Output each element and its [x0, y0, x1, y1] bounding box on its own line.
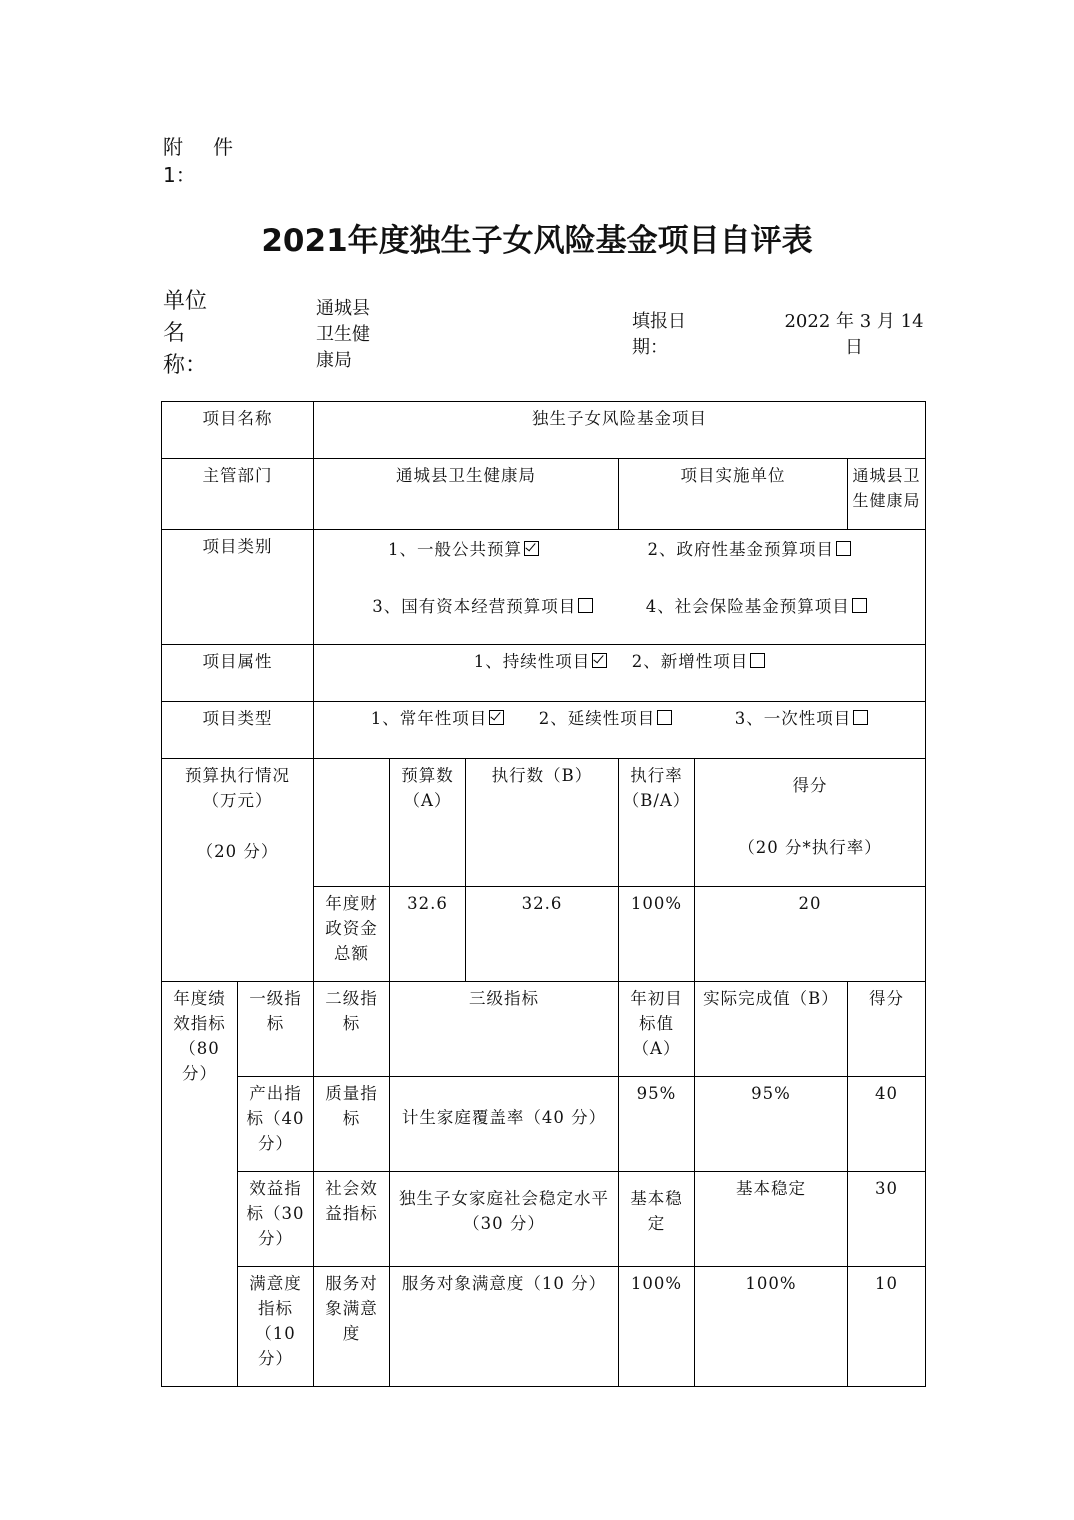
project-name-value: 独生子女风险基金项目: [314, 402, 926, 459]
perf-row-l1: 产出指标（40 分）: [238, 1077, 314, 1172]
category-opt1: 1、一般公共预算: [388, 540, 523, 559]
perf-header-l3: 三级指标: [390, 982, 619, 1077]
perf-row-l3: 计生家庭覆盖率（40 分）: [390, 1077, 619, 1172]
attachment-line1: 附件: [163, 135, 263, 159]
attribute-options: [314, 645, 926, 702]
budget-col-score-1: 得分: [792, 776, 828, 795]
unit-value-3: 康局: [316, 350, 352, 371]
perf-row-target: 100%: [619, 1267, 695, 1387]
attribute-opt2: 2、新增性项目: [631, 652, 749, 671]
checkbox-empty-icon[interactable]: [852, 598, 867, 613]
budget-empty-header: [314, 759, 390, 887]
checkbox-empty-icon[interactable]: [836, 541, 851, 556]
perf-row-l2: 质量指标: [314, 1077, 390, 1172]
budget-row-rate: 100%: [619, 887, 695, 982]
perf-row-l1: 效益指标（30 分）: [238, 1172, 314, 1267]
perf-row-score: 40: [848, 1077, 926, 1172]
checkbox-checked-icon[interactable]: [489, 710, 504, 725]
impl-unit-value: 通城县卫生健康局: [848, 459, 926, 530]
evaluation-table: [161, 401, 926, 1387]
attribute-label: 项目属性: [162, 645, 314, 702]
budget-col-score: [695, 759, 926, 887]
checkbox-checked-icon[interactable]: [592, 653, 607, 668]
date-value-1: 2022 年 3 月 14: [784, 311, 924, 332]
unit-value-1: 通城县: [316, 298, 370, 319]
category-options: [314, 530, 926, 645]
perf-header-score: 得分: [848, 982, 926, 1077]
perf-row-score: 10: [848, 1267, 926, 1387]
budget-col-rate-1: 执行率: [630, 766, 683, 785]
perf-header-l2: 二级指标: [314, 982, 390, 1077]
ptype-opt3: 3、一次性项目: [734, 709, 852, 728]
attachment-label: [163, 133, 263, 189]
budget-col-score-2: （20 分*执行率）: [738, 838, 882, 857]
perf-header-actual: 实际完成值（B）: [695, 982, 848, 1077]
perf-header-target: 年初目标值（A）: [619, 982, 695, 1077]
perf-row-actual: 基本稳定: [695, 1172, 848, 1267]
budget-col-budget-1: 预算数: [401, 766, 454, 785]
attachment-line2: 1：: [163, 163, 196, 187]
unit-label-1: 单位: [163, 289, 208, 314]
ptype-label: 项目类型: [162, 702, 314, 759]
budget-col-exec: 执行数（B）: [466, 759, 619, 887]
unit-label-2: 名: [163, 321, 186, 346]
category-label: 项目类别: [162, 530, 314, 645]
checkbox-empty-icon[interactable]: [578, 598, 593, 613]
attribute-opt1: 1、持续性项目: [473, 652, 591, 671]
ptype-opt2: 2、延续性项目: [538, 709, 656, 728]
category-opt4: 4、社会保险基金预算项目: [645, 597, 850, 616]
date-value: [784, 309, 924, 361]
budget-row-exec: 32.6: [466, 887, 619, 982]
perf-row-l3: 独生子女家庭社会稳定水平（30 分）: [390, 1172, 619, 1267]
perf-row-l3: 服务对象满意度（10 分）: [390, 1267, 619, 1387]
checkbox-empty-icon[interactable]: [853, 710, 868, 725]
checkbox-empty-icon[interactable]: [750, 653, 765, 668]
date-label-2: 期：: [632, 337, 668, 358]
budget-col-rate: [619, 759, 695, 887]
dept-label: 主管部门: [162, 459, 314, 530]
checkbox-empty-icon[interactable]: [657, 710, 672, 725]
category-opt3: 3、国有资本经营预算项目: [372, 597, 577, 616]
perf-row-target: 基本稳定: [619, 1172, 695, 1267]
unit-value: [316, 296, 370, 374]
performance-label: 年度绩效指标（80 分）: [162, 982, 238, 1387]
unit-label: [163, 286, 207, 382]
ptype-options: [314, 702, 926, 759]
budget-col-budget-2: （A）: [403, 791, 452, 810]
perf-header-l1: 一级指标: [238, 982, 314, 1077]
budget-col-budget: [390, 759, 466, 887]
unit-label-3: 称：: [163, 353, 208, 378]
page-title: 2021年度独生子女风险基金项目自评表: [261, 223, 813, 259]
ptype-opt1: 1、常年性项目: [370, 709, 488, 728]
perf-row-score: 30: [848, 1172, 926, 1267]
perf-row-l2: 服务对象满意度: [314, 1267, 390, 1387]
budget-label: [162, 759, 314, 982]
perf-row-actual: 95%: [695, 1077, 848, 1172]
project-name-label: 项目名称: [162, 402, 314, 459]
perf-row-l1: 满意度指标（10 分）: [238, 1267, 314, 1387]
date-label-1: 填报日: [632, 311, 686, 332]
perf-row-actual: 100%: [695, 1267, 848, 1387]
dept-value: 通城县卫生健康局: [314, 459, 619, 530]
perf-row-l2: 社会效益指标: [314, 1172, 390, 1267]
date-value-2: 日: [845, 337, 863, 358]
budget-row-label: 年度财政资金总额: [314, 887, 390, 982]
date-label: [632, 309, 686, 361]
budget-row-budget: 32.6: [390, 887, 466, 982]
perf-row-target: 95%: [619, 1077, 695, 1172]
unit-value-2: 卫生健: [316, 324, 370, 345]
budget-label-1: 预算执行情况: [185, 766, 290, 785]
budget-label-3: （20 分）: [196, 842, 279, 861]
checkbox-checked-icon[interactable]: [524, 541, 539, 556]
impl-unit-label: 项目实施单位: [619, 459, 848, 530]
category-opt2: 2、政府性基金预算项目: [647, 540, 835, 559]
budget-label-2: （万元）: [202, 791, 273, 810]
budget-col-rate-2: （B/A）: [622, 791, 691, 810]
budget-row-score: 20: [695, 887, 926, 982]
